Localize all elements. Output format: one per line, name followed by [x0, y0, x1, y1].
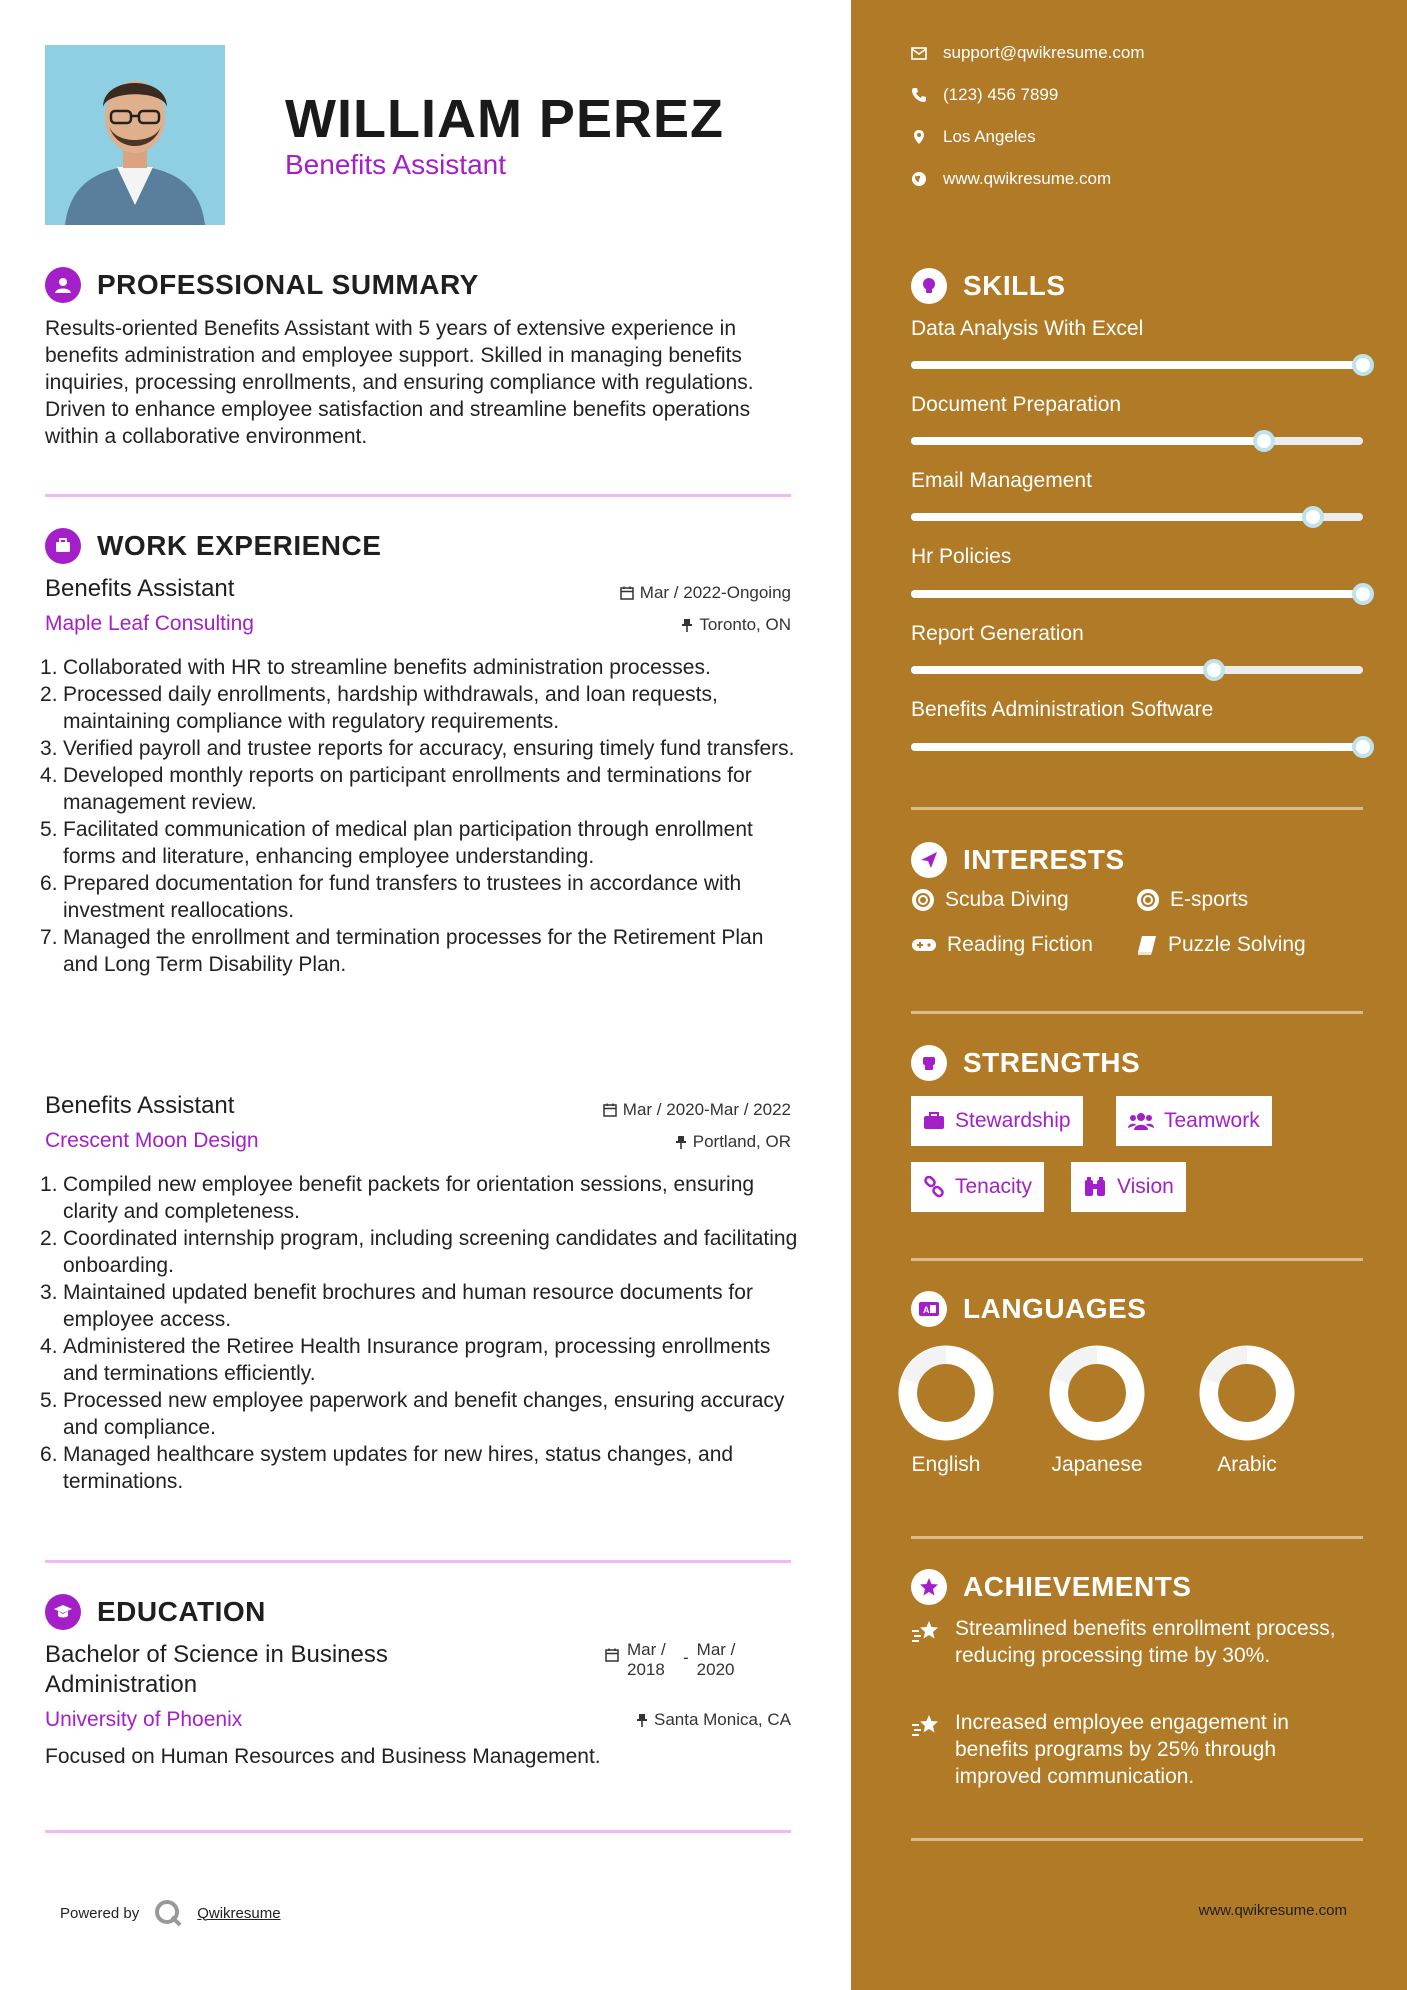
footer-website-link[interactable]: www.qwikresume.com	[1198, 1902, 1347, 1919]
interest-item	[911, 933, 1093, 957]
experience-heading	[45, 528, 381, 564]
users-icon	[1128, 1111, 1154, 1131]
contact-location-text: Los Angeles	[943, 127, 1036, 146]
education-location-text: Santa Monica, CA	[653, 1710, 791, 1729]
job-title: Benefits Assistant	[45, 575, 235, 602]
education-title: EDUCATION	[97, 1596, 266, 1627]
skill-bar-knob	[1352, 736, 1374, 758]
skill-bar-knob	[1302, 506, 1324, 528]
phone-icon	[911, 87, 927, 103]
link-icon	[923, 1176, 945, 1198]
skills-heading	[911, 268, 1066, 304]
education-location	[636, 1710, 791, 1730]
section-divider	[911, 807, 1363, 810]
calendar-icon	[620, 586, 634, 600]
list-item: Processed new employee paperwork and benefit changes, ensuring accuracy and compliance.	[63, 1389, 785, 1439]
education-end: Mar / 2020	[696, 1640, 736, 1679]
strength-label: Teamwork	[1164, 1109, 1260, 1132]
list-item: Processed daily enrollments, hardship withdrawals, and loan requests, maintaining compliance with regulatory requirements.	[63, 683, 718, 733]
skills-title: SKILLS	[963, 270, 1066, 301]
strengths-title: STRENGTHS	[963, 1047, 1141, 1078]
pin-icon	[675, 1135, 687, 1149]
interest-item	[911, 888, 1069, 912]
skill-bar-fill	[911, 437, 1264, 445]
pin-icon	[681, 618, 693, 632]
life-ring-icon	[911, 888, 935, 912]
section-divider	[911, 1536, 1363, 1539]
strengths-heading	[911, 1045, 1140, 1081]
list-item: Facilitated communication of medical plan participation through enrollment forms and literature, enhancing employee understanding.	[63, 818, 753, 868]
contact-email-text[interactable]: support@qwikresume.com	[943, 43, 1145, 62]
calendar-icon	[605, 1648, 619, 1662]
summary-heading	[45, 267, 479, 303]
achievement-item	[911, 1709, 1363, 1790]
languages-heading	[911, 1291, 1146, 1327]
languages-title: LANGUAGES	[963, 1293, 1147, 1324]
contact-phone-text: (123) 456 7899	[943, 85, 1059, 104]
job-dates	[620, 583, 791, 603]
job-bullets	[40, 1171, 800, 1495]
interest-label: Reading Fiction	[947, 933, 1093, 956]
interest-item	[1136, 933, 1306, 957]
education-degree: Bachelor of Science in Business Administration	[45, 1641, 388, 1698]
skill-label: Hr Policies	[911, 545, 1012, 568]
fist-icon	[911, 1045, 947, 1081]
list-item: Managed the enrollment and termination processes for the Retirement Plan and Long Term Disability Plan.	[63, 926, 764, 976]
language-ring	[898, 1345, 994, 1441]
interests-heading	[911, 842, 1125, 878]
language-name: English	[911, 1453, 981, 1476]
job-dates-text: Mar / 2022-Ongoing	[639, 583, 791, 602]
achievement-text: Increased employee engagement in benefits programs by 25% through improved communication.	[955, 1711, 1289, 1788]
interest-label: Puzzle Solving	[1168, 933, 1306, 956]
star-icon	[911, 1569, 947, 1605]
language-name: Japanese	[1051, 1453, 1143, 1476]
section-divider	[45, 494, 791, 497]
contact-website-text[interactable]: www.qwikresume.com	[943, 169, 1112, 188]
candidate-name: WILLIAM PEREZ	[285, 89, 724, 149]
skill-bar	[911, 666, 1363, 674]
achievement-text: Streamlined benefits enrollment process, reducing processing time by 30%.	[955, 1617, 1336, 1667]
map-marker-icon	[911, 129, 927, 145]
strength-badge	[1071, 1162, 1186, 1212]
contact-location	[911, 127, 1036, 147]
language-ring	[1199, 1345, 1295, 1441]
education-heading	[45, 1594, 266, 1630]
strength-badge	[911, 1162, 1044, 1212]
section-divider	[45, 1830, 791, 1833]
interest-label: Scuba Diving	[945, 888, 1069, 911]
skill-bar-fill	[911, 666, 1214, 674]
briefcase-icon	[923, 1112, 945, 1130]
skill-bar-knob	[1253, 430, 1275, 452]
strength-badge	[911, 1096, 1083, 1146]
list-item: Verified payroll and trustee reports for accuracy, ensuring timely fund transfers.	[63, 737, 795, 760]
skill-bar-fill	[911, 590, 1363, 598]
powered-by	[60, 1898, 281, 1928]
skill-bar-knob	[1352, 583, 1374, 605]
qwikresume-link[interactable]: Qwikresume	[197, 1904, 281, 1922]
list-item: Collaborated with HR to streamline benefits administration processes.	[63, 656, 711, 679]
list-item: Administered the Retiree Health Insurance program, processing enrollments and terminations efficiently.	[63, 1335, 771, 1385]
strength-label: Tenacity	[955, 1175, 1033, 1198]
summary-title: PROFESSIONAL SUMMARY	[97, 269, 479, 300]
binoculars-icon	[1083, 1176, 1107, 1198]
shooting-star-icon	[911, 1713, 943, 1739]
skill-label: Data Analysis With Excel	[911, 317, 1144, 340]
education-dates: Mar / 2018 - Mar / 2020	[605, 1640, 745, 1680]
briefcase-icon	[45, 528, 81, 564]
job-company: Maple Leaf Consulting	[45, 612, 254, 635]
language-icon	[911, 1291, 947, 1327]
education-school: University of Phoenix	[45, 1708, 243, 1731]
envelope-icon	[911, 47, 927, 60]
skill-bar	[911, 513, 1363, 521]
contact-website	[911, 169, 1111, 189]
strength-badge	[1116, 1096, 1272, 1146]
strength-label: Vision	[1117, 1175, 1174, 1198]
graduation-icon	[45, 1594, 81, 1630]
skill-bar-knob	[1352, 354, 1374, 376]
paper-plane-icon	[911, 842, 947, 878]
achievements-title: ACHIEVEMENTS	[963, 1571, 1192, 1602]
powered-by-label: Powered by	[60, 1904, 140, 1922]
job-location	[681, 615, 791, 635]
skill-bar-fill	[911, 361, 1363, 369]
language-name: Arabic	[1217, 1453, 1277, 1476]
skill-label: Email Management	[911, 469, 1092, 492]
section-divider	[911, 1258, 1363, 1261]
experience-title: WORK EXPERIENCE	[97, 530, 382, 561]
summary-text: Results-oriented Benefits Assistant with 5 years of extensive experience in benefits administration and employee support. Skilled in managing benefits inquiries, processing enrollments, and ensuring compliance with regulations. Driven to enhance employee satisfaction and streamline benefits operations within a collaborative environment.	[45, 317, 754, 448]
achievement-item	[911, 1615, 1363, 1669]
achievements-heading	[911, 1569, 1191, 1605]
language-item	[881, 1345, 1011, 1477]
list-item: Maintained updated benefit brochures and human resource documents for employee access.	[63, 1281, 753, 1331]
section-divider	[45, 1560, 791, 1563]
globe-icon	[911, 171, 927, 187]
interests-title: INTERESTS	[963, 844, 1125, 875]
contact-email	[911, 43, 1145, 63]
strength-label: Stewardship	[955, 1109, 1071, 1132]
list-item: Developed monthly reports on participant enrollments and terminations for management review.	[63, 764, 752, 814]
skill-bar	[911, 590, 1363, 598]
language-item	[1182, 1345, 1312, 1477]
education-start: Mar / 2018	[627, 1640, 666, 1679]
job-location	[675, 1132, 791, 1152]
language-item	[1032, 1345, 1162, 1477]
job-location-text: Toronto, ON	[699, 615, 791, 634]
list-item: Prepared documentation for fund transfers to trustees in accordance with investment reallocations.	[63, 872, 742, 922]
job-dates-text: Mar / 2020-Mar / 2022	[622, 1100, 791, 1119]
job-title: Benefits Assistant	[45, 1092, 235, 1119]
job-company: Crescent Moon Design	[45, 1129, 259, 1152]
user-icon	[45, 267, 81, 303]
sidebar	[851, 0, 1407, 1990]
skill-label: Benefits Administration Software	[911, 698, 1214, 721]
job-location-text: Portland, OR	[692, 1132, 791, 1151]
section-divider	[911, 1011, 1363, 1014]
shooting-star-icon	[911, 1619, 943, 1645]
gamepad-icon	[911, 936, 937, 954]
list-item: Managed healthcare system updates for new hires, status changes, and terminations.	[63, 1443, 734, 1493]
contact-phone	[911, 85, 1058, 105]
skill-bar	[911, 437, 1363, 445]
pin-icon	[636, 1713, 648, 1727]
interest-item	[1136, 888, 1248, 912]
life-ring-icon	[1136, 888, 1160, 912]
list-item: Compiled new employee benefit packets for orientation sessions, ensuring clarity and completeness.	[63, 1173, 755, 1223]
interest-label: E-sports	[1170, 888, 1249, 911]
book-icon	[1136, 934, 1158, 956]
skill-label: Document Preparation	[911, 393, 1122, 416]
skill-bar	[911, 361, 1363, 369]
profile-photo	[45, 45, 225, 225]
language-ring	[1049, 1345, 1145, 1441]
svg-text:A: A	[923, 1305, 930, 1315]
skill-label: Report Generation	[911, 622, 1084, 645]
section-divider	[911, 1838, 1363, 1841]
list-item: Coordinated internship program, including screening candidates and facilitating onboarding.	[63, 1227, 798, 1277]
job-bullets	[40, 654, 800, 978]
skill-bar-fill	[911, 743, 1363, 751]
qwikresume-logo-icon	[153, 1898, 183, 1928]
candidate-job-title: Benefits Assistant	[285, 149, 507, 180]
skill-bar-fill	[911, 513, 1313, 521]
skill-bar-knob	[1203, 659, 1225, 681]
lightbulb-icon	[911, 268, 947, 304]
job-dates	[603, 1100, 791, 1120]
calendar-icon	[603, 1103, 617, 1117]
skill-bar	[911, 743, 1363, 751]
education-description: Focused on Human Resources and Business Management.	[45, 1745, 601, 1768]
